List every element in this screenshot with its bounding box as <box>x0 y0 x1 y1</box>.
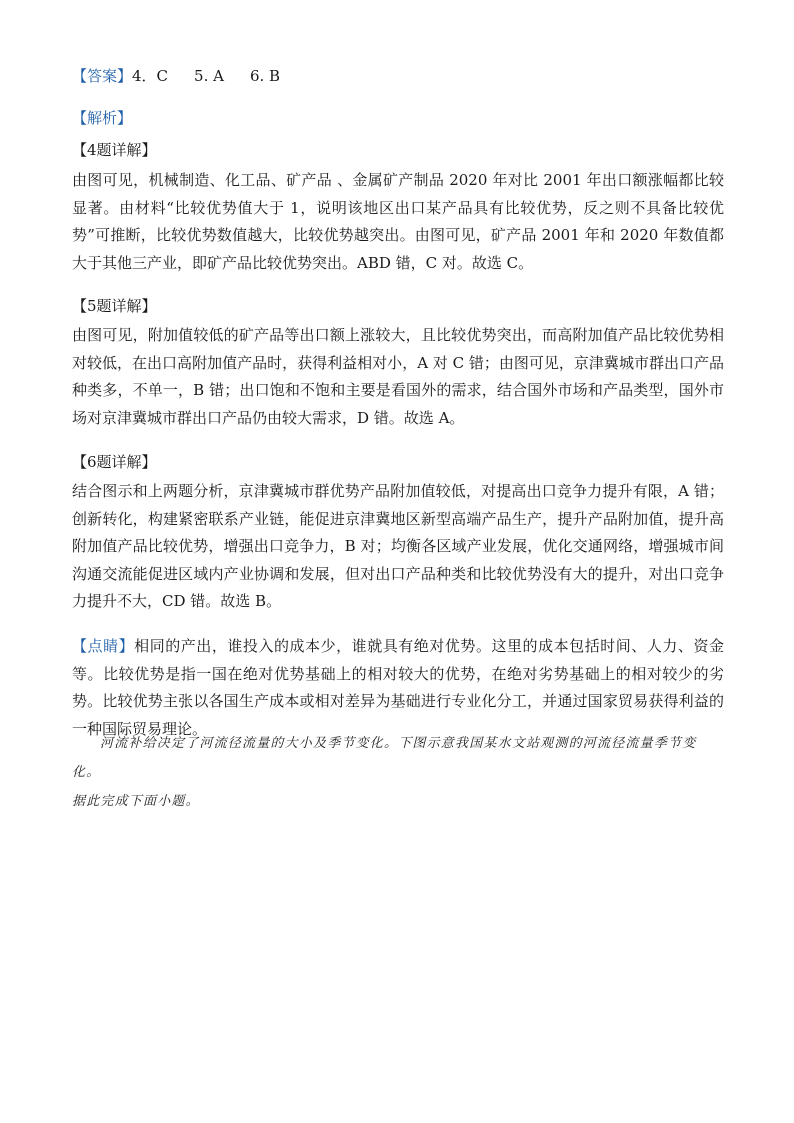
next-question-line-1: 河流补给决定了河流径流量的大小及季节变化。下图示意我国某水文站观测的河流径流量季节变化。 <box>72 736 697 780</box>
q6-heading: 【6题详解】 <box>72 453 157 471</box>
answer-q6: 6. B <box>249 67 281 85</box>
q5-explanation: 由图可见，附加值较低的矿产品等出口额上涨较大，且比较优势突出，而高附加值产品比较优势相对较低，在出口高附加值产品时，获得利益相对小，A 对 C 错；由图可见，京津冀城市群出口产品种类多，不单一，B 错；出口饱和不饱和主要是看国外的需求，结合国外市场和产品类型，国外市场对京津冀城市群出口产品仍由较大需求，D 错。故选 A。 <box>72 326 724 427</box>
answer-q4: 4．C <box>132 67 169 85</box>
q4-heading: 【4题详解】 <box>72 141 157 159</box>
dianjing-text: 相同的产出，谁投入的成本少，谁就具有绝对优势。这里的成本包括时间、人力、资金等。比较优势是指一国在绝对优势基础上的相对较大的优势，在绝对劣势基础上的相对较少的劣势。比较优势主张以各国生产成本或相对差异为基础进行专业化分工，并通过国家贸易获得利益的一种国际贸易理论。 <box>72 637 724 738</box>
analysis-tag: 【解析】 <box>72 109 133 127</box>
q6-explanation: 结合图示和上两题分析，京津冀城市群优势产品附加值较低，对提高出口竞争力提升有限，A 错；创新转化，构建紧密联系产业链，能促进京津冀地区新型高端产品生产，提升产品附加值，提升高附加值产品比较优势，增强出口竞争力，B 对；均衡各区域产业发展，优化交通网络，增强城市间沟通交流能促进区域内产业协调和发展，但对出口产品种类和比较优势没有大的提升，对出口竞争力提升不大，CD 错。故选 B。 <box>72 482 724 611</box>
next-question-stem <box>72 729 722 816</box>
analysis-heading <box>72 108 722 128</box>
answer-tag: 【答案】 <box>72 67 133 85</box>
next-question-line-2: 据此完成下面小题。 <box>72 794 200 809</box>
q4-explanation: 由图可见，机械制造、化工品、矿产品 、金属矿产制品 2020 年对比 2001 年出口额涨幅都比较显著。由材料“比较优势值大于 1，说明该地区出口某产品具有比较优势，反之则不具备比较优势”可推断，比较优势数值越大，比较优势越突出。由图可见，矿产品 2001 年和 2020 年数值都大于其他三产业，即矿产品比较优势突出。ABD 错，C 对。故选 C。 <box>72 171 724 272</box>
q5-heading: 【5题详解】 <box>72 297 157 315</box>
answer-line <box>72 66 722 86</box>
dianjing-tag: 【点睛】 <box>72 637 135 655</box>
answer-q5: 5. A <box>194 67 224 85</box>
dianjing-paragraph <box>72 633 724 743</box>
